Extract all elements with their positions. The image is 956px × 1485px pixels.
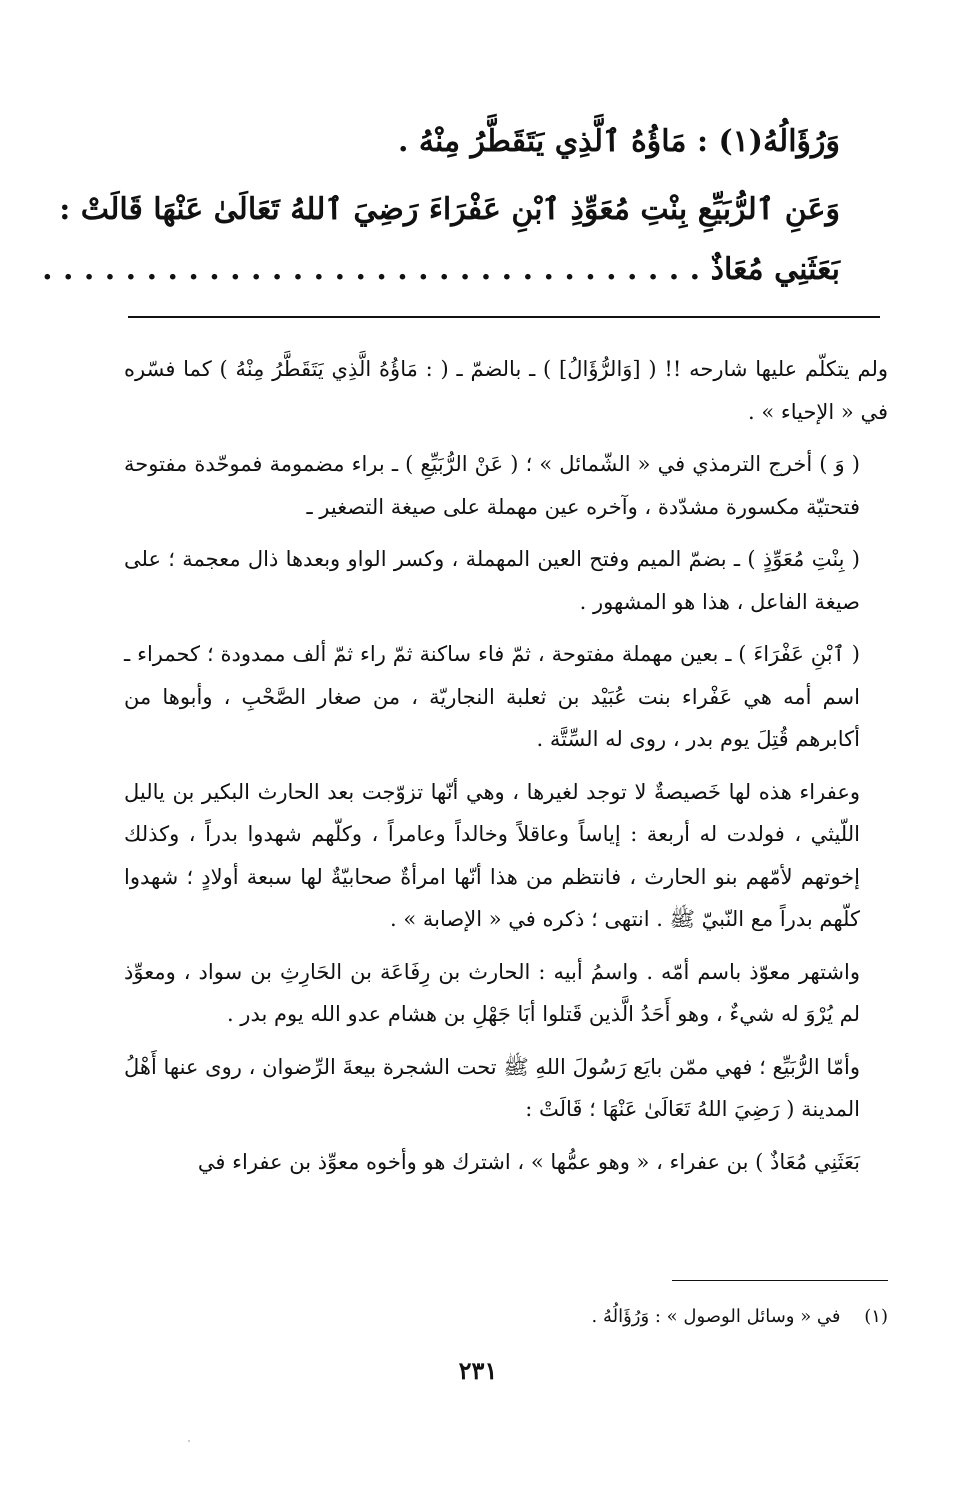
hadith-line-3-words: بَعَثَنِي مُعَاذٌ bbox=[710, 252, 840, 287]
commentary-paragraph-1: ولم يتكلّم عليها شارحه !! ( [وَالرُّؤَالُ] ) ـ بالضمّ ـ ( : مَاؤُهُ الَّذِي يَتَقَطَّرُ مِنْهُ ) كما فسّره في « الإحياء » . bbox=[124, 357, 888, 424]
commentary-block bbox=[124, 348, 888, 1193]
footnote bbox=[500, 1302, 888, 1332]
scan-speck bbox=[188, 1440, 190, 1442]
hadith-line-3 bbox=[42, 240, 840, 300]
separator-rule bbox=[128, 316, 880, 318]
commentary-paragraph-2: ( وَ ) أخرج الترمذي في « الشّمائل » ؛ ( عَنْ الرُّبَيِّعِ ) ـ براء مضمومة فموحّدة مفتوحة فتحتيّة مكسورة مشدّدة ، وآخره عين مهملة على صيغة التصغير ـ bbox=[124, 452, 860, 519]
footnote-text: في « وسائل الوصول » : وَرُؤَالُهُ . bbox=[591, 1306, 841, 1327]
commentary-paragraph-8: بَعَثَنِي مُعَاذٌ ) بن عفراء ، « وهو عمُّها » ، اشترك هو وأخوه معوِّذ بن عفراء في bbox=[197, 1149, 860, 1174]
commentary-paragraph-5: وعفراء هذه لها خَصيصةٌ لا توجد لغيرها ، وهي أنّها تزوّجت بعد الحارث البكير بن ياليل اللّيثي ، فولدت له أربعة : إياساً وعاقلاً وخالداً وعامراً ، وكلّهم شهدوا بدراً ، وكذلك إخوتهم لأمّهم بنو الحارث ، فانتظم من هذا أنّها امرأةٌ صحابيّةٌ لها سبعة أولادٍ ؛ شهدوا كلّهم بدراً مع النّبيّ ﷺ . انتهى ؛ ذكره في « الإصابة » . bbox=[124, 779, 860, 931]
commentary-paragraph-3: ( بِنْتِ مُعَوِّذٍ ) ـ بضمّ الميم وفتح العين المهملة ، وكسر الواو وبعدها ذال معجمة ؛ على صيغة الفاعل ، هذا هو المشهور . bbox=[124, 547, 860, 614]
footnote-number: (١) bbox=[864, 1306, 888, 1327]
commentary-paragraph-4: ( ٱبْنِ عَفْرَاءَ ) ـ بعين مهملة مفتوحة ، ثمّ فاء ساكنة ثمّ راء ثمّ ألف ممدودة ؛ كحمراء ـ اسم أمه هي عَفْراء بنت عُبَيْد بن ثعلبة النجاريّة ، من صغار الصَّحْبِ ، وأبوها من أكابرهم قُتِلَ يوم بدر ، روى له السِّتَّة . bbox=[124, 642, 860, 751]
page-number: ٢٣١ bbox=[458, 1356, 498, 1385]
commentary-paragraph-6: واشتهر معوّذ باسم أمّه . واسمُ أبيه : الحارث بن رِفَاعَة بن الحَارِثِ بن سواد ، ومعوِّذ لم يُرْوَ له شيءٌ ، وهو أَحَدُ الَّذين قَتلوا أبَا جَهْلِ بن هشام عدو الله يوم بدر . bbox=[124, 959, 860, 1026]
footnote-rule bbox=[672, 1280, 888, 1281]
hadith-line-2: وَعَنِ ٱلرُّبَيِّعِ بِنْتِ مُعَوِّذِ ٱبْنِ عَفْرَاءَ رَضِيَ ٱللهُ تَعَالَىٰ عَنْهَا قَالَتْ : bbox=[59, 192, 840, 227]
hadith-line-1: وَرُؤَالُهُ(١) : مَاؤُهُ ٱلَّذِي يَتَقَطَّرُ مِنْهُ . bbox=[397, 124, 840, 159]
commentary-paragraph-7: وأمّا الرُّبَيِّع ؛ فهي ممّن بايَع رَسُولَ اللهِ ﷺ تحت الشجرة بيعةَ الرِّضوان ، روى عنها أَهْلُ المدينة ( رَضِيَ اللهُ تَعَالَىٰ عَنْهَا ؛ قَالَتْ : bbox=[124, 1054, 860, 1121]
hadith-line-3-dots: . . . . . . . . . . . . . . . . . . . . . . . . . . . . . . . . bbox=[42, 252, 701, 287]
